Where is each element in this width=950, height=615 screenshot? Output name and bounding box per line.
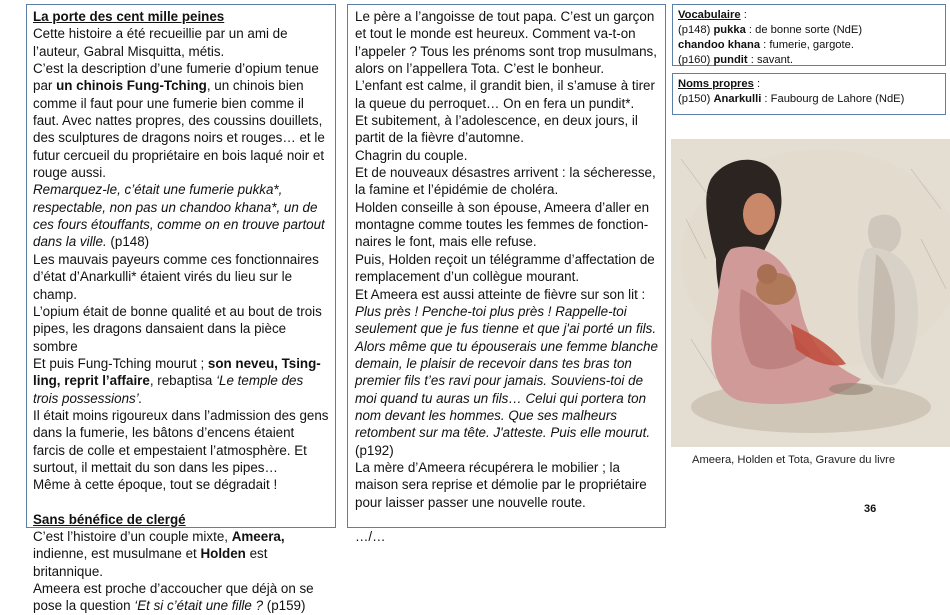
- paragraph: L’opium était de bonne qualité et au bout de trois pipes, les dragons dansaient dans la pièce sombre: [33, 303, 322, 354]
- paragraph: Remarquez-le, c’était une fumerie pukka*, respectable, non pas un chandoo khana*, un de ces fours étouffants, comme on en trouve partout dans la ville. (p148): [33, 182, 325, 250]
- paragraph: Et subitement, à l’adolescence, en deux jours, il partit de la fièvre d’automne.: [355, 113, 638, 146]
- text-column-middle: [347, 4, 666, 544]
- paragraph: Même à cette époque, tout se dégradait !: [33, 477, 278, 493]
- engraving-illustration: [671, 139, 950, 447]
- paragraph: Puis, Holden reçoit un télégramme d’affectation de remplacement d’un collègue mourant.: [355, 251, 655, 285]
- paragraph: Il était moins rigoureux dans l’admission des gens dans la fumerie, les bâtons d’encens étaient farcis de colle et empestaient l’atmosphère. Et surtout, il mettait du son dans les pipes…: [33, 407, 329, 475]
- quote: Plus près ! Penche-toi plus près ! Rappelle-toi seulement que je fus tienne et que j'ai porté un fils. Alors même que tu épouserais une femme blanche demain, le plaisir de recevoir dans tes bras ton premier fils t’es ravi pour jamais. Souviens-toi de moi quand tu auras un fils… Celui qui portera ton nom devant les hommes. Que ses malheurs retombent sur ma tête. J'atteste. Puis elle mourut.: [355, 303, 658, 441]
- paragraph: Et de nouveaux désastres arrivent : la sécheresse, la famine et l’épidémie de choléra.: [355, 165, 656, 198]
- vocabulary-item: (p160) pundit : savant.: [678, 54, 794, 66]
- paragraph: C’est la description d’une fumerie d’opium tenue par un chinois Fung-Tching, un chinois bien comme il faut pour une fumerie bien comme il faut. Avec nattes propres, des coussins douillets, des sculptures de dragons noirs et rouges… et le futur cercueil du propriétaire en bois laqué noir et rouge aussi.: [33, 61, 325, 181]
- proper-names-title: Noms propres :: [678, 78, 761, 90]
- paragraph: Et puis Fung-Tching mourut ; son neveu, Tsing-ling, reprit l’affaire, rebaptisa ‘Le temple des trois possessions’.: [33, 355, 321, 406]
- vocabulary-item: chandoo khana : fumerie, gargote.: [678, 39, 854, 51]
- paragraph: Cette histoire a été recueillie par un ami de l’auteur, Gabral Misquitta, métis.: [33, 26, 288, 59]
- section-heading: La porte des cent mille peines: [33, 9, 225, 24]
- text-column-left: [26, 4, 336, 614]
- continuation-mark: …/…: [355, 528, 386, 544]
- paragraph: L’enfant est calme, il grandit bien, il s’amuse à tirer la queue du perroquet… On en fera un pundit*.: [355, 78, 655, 111]
- paragraph: Et Ameera est aussi atteinte de fièvre sur son lit :: [355, 286, 646, 302]
- vocabulary-box: [672, 4, 946, 66]
- proper-names-item: (p150) Anarkulli : Faubourg de Lahore (NdE): [678, 93, 905, 105]
- quote: Remarquez-le, c’était une fumerie pukka*, respectable, non pas un chandoo khana*, un de ces fours étouffants, comme on en trouve partout dans la ville.: [33, 182, 325, 250]
- vocabulary-item: (p148) pukka : de bonne sorte (NdE): [678, 24, 863, 36]
- paragraph: Le père a l’angoisse de tout papa. C’est un garçon et tout le monde est heureux. Comment va-t-on l’appeler ? Tous les prénoms sont trop musulmans, alors on l’appellera Tota. C’est le bonheur.: [355, 9, 657, 77]
- section-heading: Sans bénéfice de clergé: [33, 511, 186, 527]
- paragraph: La mère d’Ameera récupérera le mobilier ; la maison sera reprise et démolie par le propriétaire pour laisser passer une nouvelle route.: [355, 459, 647, 510]
- vocabulary-title: Vocabulaire :: [678, 9, 747, 21]
- paragraph: Les mauvais payeurs comme ces fonctionnaires d’état d’Anarkulli* étaient virés du lieu sur le champ.: [33, 251, 319, 302]
- proper-names-box: [672, 73, 946, 115]
- image-caption: Ameera, Holden et Tota, Gravure du livre: [692, 454, 896, 466]
- page-number: 36: [864, 503, 877, 515]
- paragraph: C’est l’histoire d’un couple mixte, Ameera, indienne, est musulmane et Holden est britannique.: [33, 528, 285, 579]
- paragraph: Holden conseille à son épouse, Ameera d’aller en montagne comme toutes les femmes de fonction-naires le font, mais elle refuse.: [355, 199, 650, 250]
- paragraph: Plus près ! Penche-toi plus près ! Rappelle-toi seulement que je fus tienne et que j'ai porté un fils. Alors même que tu épouserais une femme blanche demain, le plaisir de recevoir dans tes bras ton premier fils t’es ravi pour jamais. Souviens-toi de moi quand tu auras un fils… Celui qui portera ton nom devant les hommes. Que ses malheurs retombent sur ma tête. J'atteste. Puis elle mourut. (p192): [355, 303, 658, 458]
- paragraph: Ameera est proche d’accoucher que déjà on se pose la question ‘Et si c’était une fille ? (p159): [33, 581, 314, 614]
- paragraph: Chagrin du couple.: [355, 147, 468, 163]
